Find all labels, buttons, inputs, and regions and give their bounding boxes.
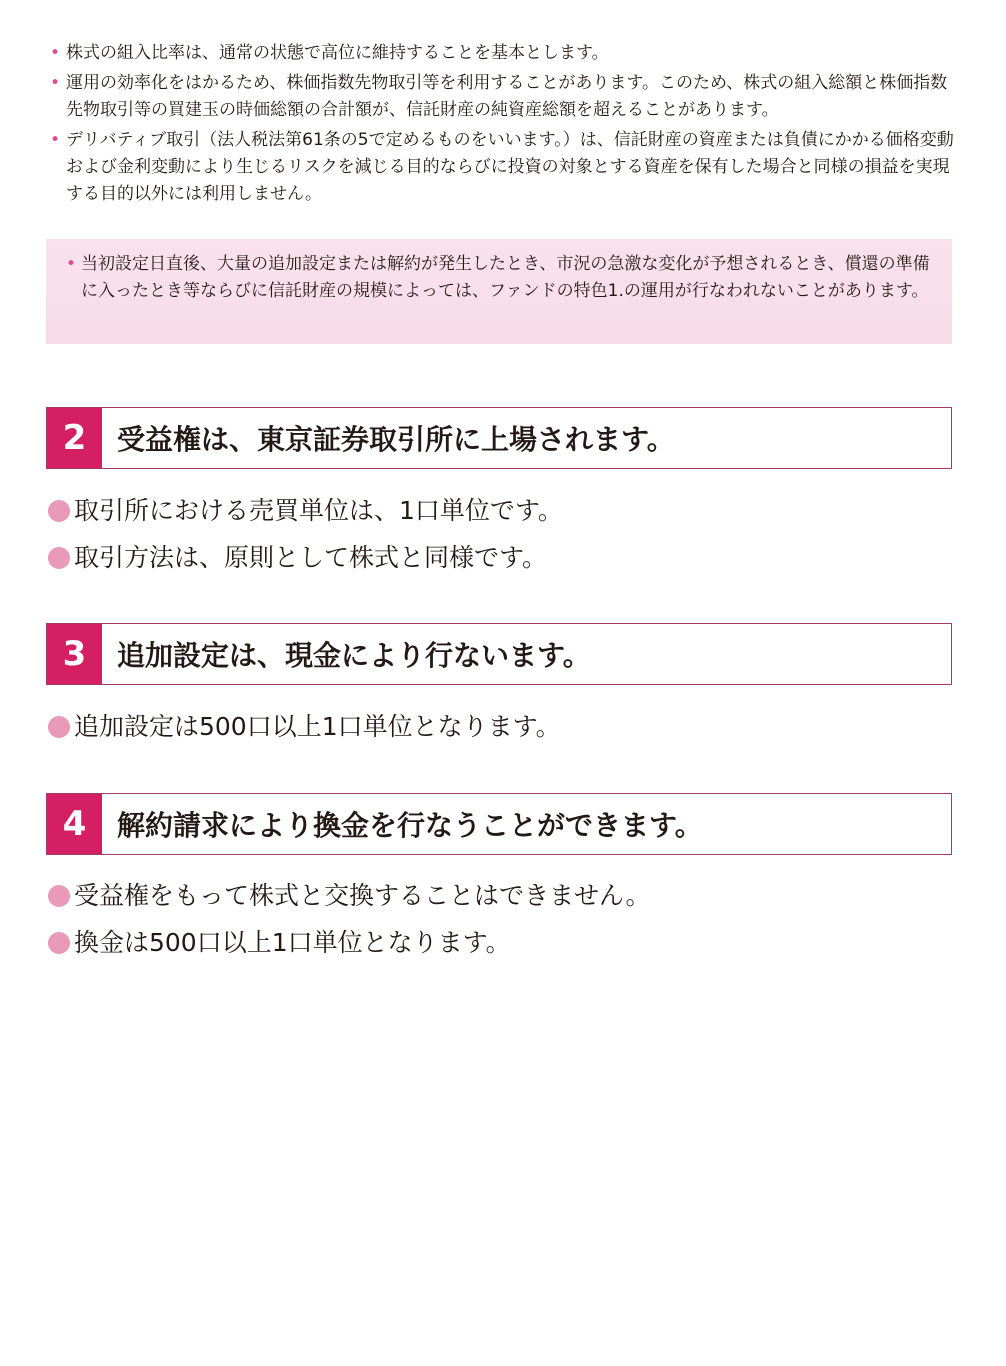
- list-item: 取引方法は、原則として株式と同様です。: [48, 534, 563, 581]
- list-item: 受益権をもって株式と交換することはできません。: [48, 872, 651, 919]
- section-3-bullets: [48, 703, 561, 750]
- list-item: 取引所における売買単位は、1口単位です。: [48, 487, 563, 534]
- section-4-bullets: [48, 872, 651, 966]
- section-header-2: [46, 407, 952, 469]
- section-2-bullets: [48, 487, 563, 581]
- section-header-4: [46, 793, 952, 855]
- section-number: 4: [47, 794, 102, 854]
- top-notes-list: [48, 40, 958, 211]
- list-item: 換金は500口以上1口単位となります。: [48, 919, 651, 966]
- note-item: • デリバティブ取引（法人税法第61条の5で定めるものをいいます。）は、信託財産の資産または負債にかかる価格変動および金利変動により生じるリスクを減じる目的ならびに投資の対象とする資産を保有した場合と同様の損益を実現する目的以外には利用しません。: [48, 127, 958, 208]
- note-item: • 運用の効率化をはかるため、株価指数先物取引等を利用することがあります。このため、株式の組入総額と株価指数先物取引等の買建玉の時価総額の合計額が、信託財産の純資産総額を超えることがあります。: [48, 70, 958, 124]
- section-number: 3: [47, 624, 102, 684]
- note-item: • 株式の組入比率は、通常の状態で高位に維持することを基本とします。: [48, 40, 958, 67]
- section-title: 追加設定は、現金により行ないます。: [117, 639, 591, 672]
- section-number: 2: [47, 408, 102, 468]
- section-title: 受益権は、東京証券取引所に上場されます。: [117, 423, 675, 456]
- notice-box: [46, 239, 952, 344]
- notice-text: • 当初設定日直後、大量の追加設定または解約が発生したとき、市況の急激な変化が予想されるとき、償還の準備に入ったとき等ならびに信託財産の規模によっては、ファンドの特色1.の運用が行なわれないことがあります。: [64, 251, 934, 305]
- section-title: 解約請求により換金を行なうことができます。: [117, 809, 703, 842]
- list-item: 追加設定は500口以上1口単位となります。: [48, 703, 561, 750]
- section-header-3: [46, 623, 952, 685]
